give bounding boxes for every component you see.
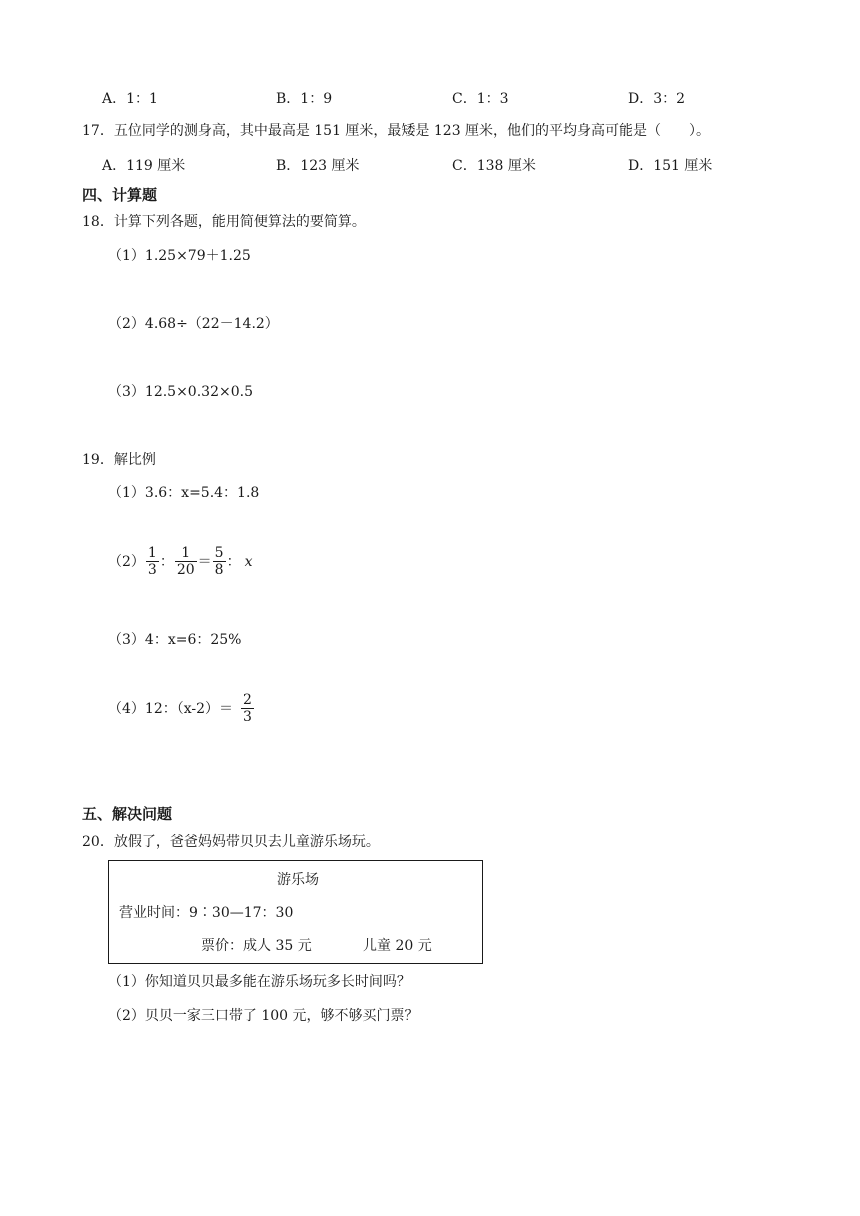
q19-item-3: （3）4：x=6：25% [108, 632, 242, 648]
q19-question: 19．解比例 [82, 452, 156, 468]
q18-item-1: （1）1.25×79＋1.25 [108, 248, 251, 264]
fraction-numerator: 2 [243, 692, 252, 708]
section-heading-problem-solving: 五、解决问题 [82, 805, 173, 823]
fraction-two-thirds [241, 692, 254, 725]
fraction-denominator: 3 [147, 562, 157, 579]
q18-question: 18．计算下列各题，能用简便算法的要简算。 [82, 214, 366, 230]
fraction-one-twentieth [175, 545, 197, 578]
q19-item-4 [108, 692, 255, 725]
ratio-colon: ： [159, 553, 174, 570]
equals-sign: ＝ [197, 553, 212, 570]
fraction-numerator: 1 [147, 545, 157, 561]
q17-question: 17．五位同学的测身高，其中最高是 151 厘米，最矮是 123 厘米，他们的平均身高可能是（ ）。 [82, 123, 711, 139]
section-heading-calculation: 四、计算题 [82, 186, 158, 204]
variable-x: x [244, 553, 253, 570]
q18-item-3: （3）12.5×0.32×0.5 [108, 384, 253, 400]
q17-option-b: B．123 厘米 [276, 158, 360, 174]
fraction-denominator: 8 [214, 562, 224, 579]
q16-option-d: D．3：2 [628, 91, 686, 107]
fraction-denominator: 3 [243, 709, 252, 726]
q16-option-b: B．1：9 [276, 91, 333, 107]
fraction-one-third [146, 545, 159, 578]
ticket-price-adult: 票价：成人 35 元 [201, 938, 312, 954]
q16-option-c: C．1：3 [452, 91, 509, 107]
q19-item-2-label: （2） [108, 553, 145, 570]
q19-item-4-label: （4）12：（x-2）＝ [108, 700, 234, 717]
q19-item-2 [108, 545, 253, 578]
q20-sub-question-2: （2）贝贝一家三口带了 100 元，够不够买门票？ [108, 1008, 419, 1024]
info-box-title: 游乐场 [277, 872, 319, 888]
fraction-numerator: 1 [181, 545, 191, 561]
q17-option-d: D．151 厘米 [628, 158, 713, 174]
q17-option-a: A．119 厘米 [102, 158, 186, 174]
q18-item-2: （2）4.68÷（22－14.2） [108, 316, 279, 332]
q19-item-1: （1）3.6：x=5.4：1.8 [108, 485, 260, 501]
ratio-colon: ： [226, 553, 241, 570]
fraction-five-eighths [213, 545, 226, 578]
fraction-denominator: 20 [176, 562, 195, 579]
fraction-numerator: 5 [214, 545, 224, 561]
q16-option-a: A．1：1 [102, 91, 158, 107]
q17-option-c: C．138 厘米 [452, 158, 536, 174]
business-hours: 营业时间：9∶30—17：30 [119, 905, 294, 921]
q20-question: 20．放假了，爸爸妈妈带贝贝去儿童游乐场玩。 [82, 834, 380, 850]
ticket-price-child: 儿童 20 元 [363, 938, 432, 954]
amusement-park-info-box [108, 860, 483, 964]
q20-sub-question-1: （1）你知道贝贝最多能在游乐场玩多长时间吗？ [108, 974, 411, 990]
